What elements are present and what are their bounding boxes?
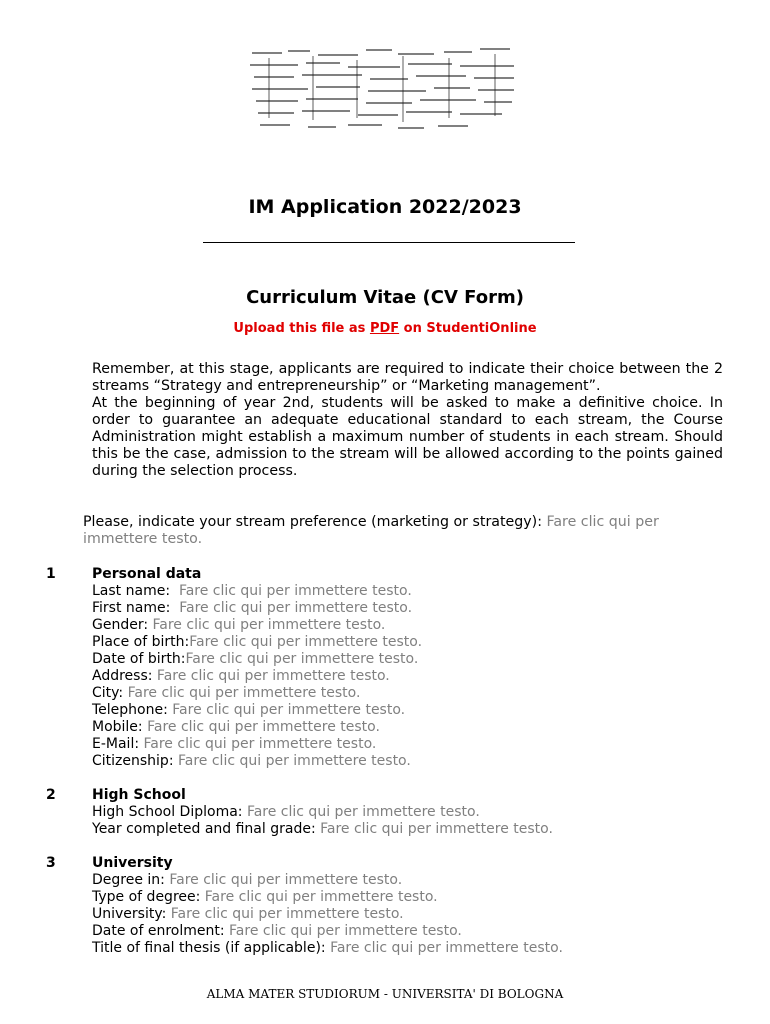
page-footer: ALMA MATER STUDIORUM - UNIVERSITA' DI BOLOGNA <box>206 987 564 1001</box>
form-subtitle: Curriculum Vitae (CV Form) <box>246 287 524 308</box>
field-label: First name: <box>92 600 180 616</box>
field-label: Year completed and final grade: <box>92 821 321 837</box>
form-row <box>92 685 742 702</box>
form-row <box>92 923 742 940</box>
field-label: Degree in: <box>92 872 170 888</box>
form-row <box>92 583 742 600</box>
form-row <box>92 719 742 736</box>
section-body <box>92 566 742 770</box>
field-label: Date of birth: <box>92 651 186 667</box>
section-number: 1 <box>46 566 56 582</box>
form-row <box>92 906 742 923</box>
field-input[interactable]: Fare clic qui per immettere testo. <box>172 702 406 718</box>
field-label: Last name: <box>92 583 179 599</box>
form-row <box>92 872 742 889</box>
field-input[interactable]: Fare clic qui per immettere testo. <box>189 634 423 650</box>
section-number: 3 <box>46 855 56 871</box>
stream-preference-label: Please, indicate your stream preference (marketing or strategy): <box>83 514 547 530</box>
field-label: Place of birth: <box>92 634 190 650</box>
field-input[interactable]: Fare clic qui per immettere testo. <box>147 719 380 735</box>
pdf-label: PDF <box>369 321 400 336</box>
form-row <box>92 821 742 838</box>
section-body <box>92 855 742 957</box>
form-row <box>92 651 742 668</box>
form-row <box>92 736 742 753</box>
field-label: E-Mail: <box>92 736 144 752</box>
field-label: Telephone: <box>92 702 173 718</box>
field-input[interactable]: Fare clic qui per immettere testo. <box>156 668 390 684</box>
field-label: Type of degree: <box>92 889 205 905</box>
field-label: City: <box>92 685 128 701</box>
field-input[interactable]: Fare clic qui per immettere testo. <box>127 685 361 701</box>
form-row <box>92 940 742 957</box>
field-label: Mobile: <box>92 719 148 735</box>
field-input[interactable]: Fare clic qui per immettere testo. <box>152 617 386 633</box>
field-input[interactable]: Fare clic qui per immettere testo. <box>170 906 404 922</box>
upload-suffix: on StudentiOnline <box>399 321 537 336</box>
form-row <box>92 804 742 821</box>
form-row <box>92 889 742 906</box>
field-label: Gender: <box>92 617 153 633</box>
intro-text <box>92 361 723 480</box>
university-logo <box>248 44 520 136</box>
upload-instruction <box>0 321 770 336</box>
field-input[interactable]: Fare clic qui per immettere testo. <box>178 753 411 769</box>
intro-paragraph-2: At the beginning of year 2nd, students will be asked to make a definitive choice. In order to guarantee an adequate educational standard to each stream, the Course Administration might establish a maximum number of students in each stream. Should this be the case, admission to the stream will be allowed according to the points gained during the selection process. <box>92 395 723 479</box>
field-label: Citizenship: <box>92 753 178 769</box>
title-divider <box>203 242 575 243</box>
form-row <box>92 753 742 770</box>
section-title: High School <box>92 787 186 803</box>
field-label: Address: <box>92 668 157 684</box>
field-input[interactable]: Fare clic qui per immettere testo. <box>330 940 563 956</box>
field-input[interactable]: Fare clic qui per immettere testo. <box>246 804 480 820</box>
field-label: High School Diploma: <box>92 804 247 820</box>
field-input[interactable]: Fare clic qui per immettere testo. <box>179 600 413 616</box>
field-label: Title of final thesis (if applicable): <box>92 940 331 956</box>
stream-preference <box>83 514 725 548</box>
field-input[interactable]: Fare clic qui per immettere testo. <box>185 651 419 667</box>
field-label: Date of enrolment: <box>92 923 230 939</box>
section-number: 2 <box>46 787 56 803</box>
field-label: University: <box>92 906 171 922</box>
intro-paragraph-1: Remember, at this stage, applicants are required to indicate their choice between the 2 streams “Strategy and entrepreneurship” or “Marketing management”. <box>92 361 723 394</box>
field-input[interactable]: Fare clic qui per immettere testo. <box>169 872 403 888</box>
form-row <box>92 634 742 651</box>
form-row <box>92 600 742 617</box>
section-title: University <box>92 855 173 871</box>
field-input[interactable]: Fare clic qui per immettere testo. <box>178 583 412 599</box>
upload-prefix: Upload this file as <box>233 321 370 336</box>
section-body <box>92 787 742 838</box>
page-title: IM Application 2022/2023 <box>248 196 522 218</box>
form-row <box>92 702 742 719</box>
form-row <box>92 617 742 634</box>
section-title: Personal data <box>92 566 202 582</box>
field-input[interactable]: Fare clic qui per immettere testo. <box>320 821 553 837</box>
form-row <box>92 668 742 685</box>
field-input[interactable]: Fare clic qui per immettere testo. <box>143 736 377 752</box>
field-input[interactable]: Fare clic qui per immettere testo. <box>204 889 438 905</box>
field-input[interactable]: Fare clic qui per immettere testo. <box>229 923 462 939</box>
stream-preference-field[interactable]: Fare clic qui per immettere testo. <box>83 514 659 547</box>
